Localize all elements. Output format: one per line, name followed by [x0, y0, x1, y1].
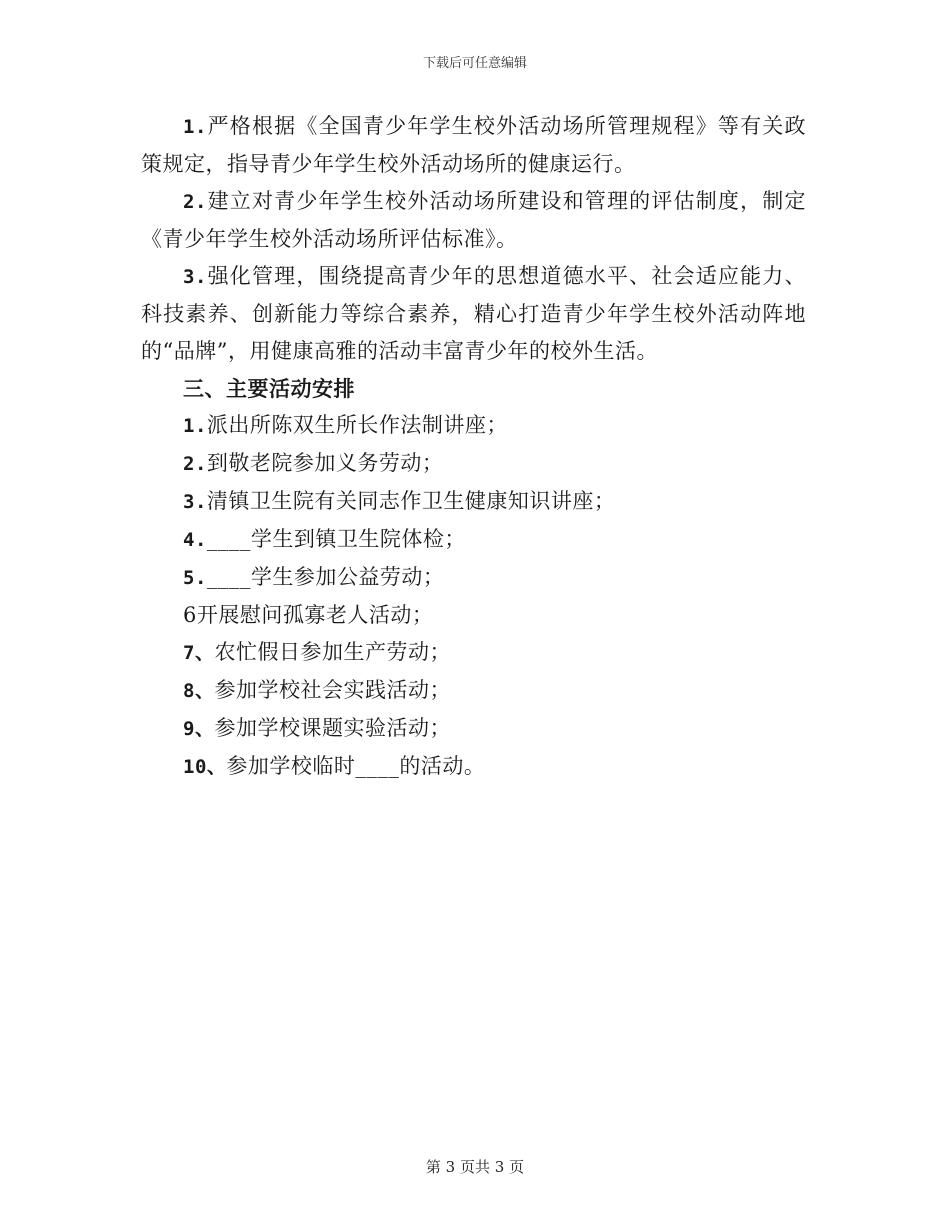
- document-body: [141, 108, 806, 786]
- item-number: 3.: [183, 491, 207, 513]
- item-text: 参加学校课题实验活动；: [214, 716, 451, 740]
- item-text: 农忙假日参加生产劳动；: [214, 640, 451, 664]
- policy-item-2: [141, 183, 806, 258]
- policy-item-1: [141, 108, 806, 183]
- item-text: 清镇卫生院有关同志作卫生健康知识讲座；: [206, 489, 616, 513]
- activity-item-3: [141, 483, 806, 521]
- page-footer: 第 3 页共 3 页: [425, 1158, 525, 1176]
- activity-item-9: [141, 710, 806, 748]
- item-text: 参加学校临时____的活动。: [226, 754, 486, 778]
- item-number: 1.: [183, 116, 207, 138]
- item-text: 建立对青少年学生校外活动场所建设和管理的评估制度，制定《青少年学生校外活动场所评估标准》。: [141, 189, 806, 251]
- item-number: 4.: [183, 529, 207, 551]
- item-number: 5.: [183, 567, 207, 589]
- activity-item-2: [141, 445, 806, 483]
- item-text: 强化管理，围绕提高青少年的思想道德水平、社会适应能力、科技素养、创新能力等综合素养，精心打造青少年学生校外活动阵地的“品牌”，用健康高雅的活动丰富青少年的校外生活。: [141, 264, 806, 363]
- item-number: 2.: [183, 191, 207, 213]
- item-number: 2.: [183, 453, 207, 475]
- item-text: ____学生参加公益劳动；: [206, 565, 445, 589]
- item-number: 8、: [183, 680, 215, 702]
- item-number: 10、: [183, 756, 227, 778]
- activity-item-5: [141, 559, 806, 597]
- item-number: 3.: [183, 266, 207, 288]
- activity-item-1: [141, 407, 806, 445]
- activity-item-7: [141, 634, 806, 672]
- item-text: ____学生到镇卫生院体检；: [206, 527, 466, 551]
- section-heading: 三、主要活动安排: [183, 376, 355, 401]
- item-text: 派出所陈双生所长作法制讲座；: [206, 413, 508, 437]
- page-header: 下载后可任意编辑: [422, 56, 527, 71]
- activity-item-10: [141, 748, 806, 786]
- item-text: 开展慰问孤寡老人活动；: [196, 603, 434, 627]
- policy-item-3: [141, 258, 806, 370]
- item-text: 严格根据《全国青少年学生校外活动场所管理规程》等有关政策规定，指导青少年学生校外活动场所的健康运行。: [141, 114, 806, 176]
- item-text: 到敬老院参加义务劳动；: [206, 451, 444, 475]
- activity-item-8: [141, 672, 806, 710]
- item-text: 参加学校社会实践活动；: [214, 678, 451, 702]
- item-number: 7、: [183, 642, 215, 664]
- activity-item-6: [141, 597, 806, 634]
- item-number: 6: [183, 603, 197, 627]
- item-number: 9、: [183, 718, 215, 740]
- activity-item-4: [141, 521, 806, 559]
- item-number: 1.: [183, 415, 207, 437]
